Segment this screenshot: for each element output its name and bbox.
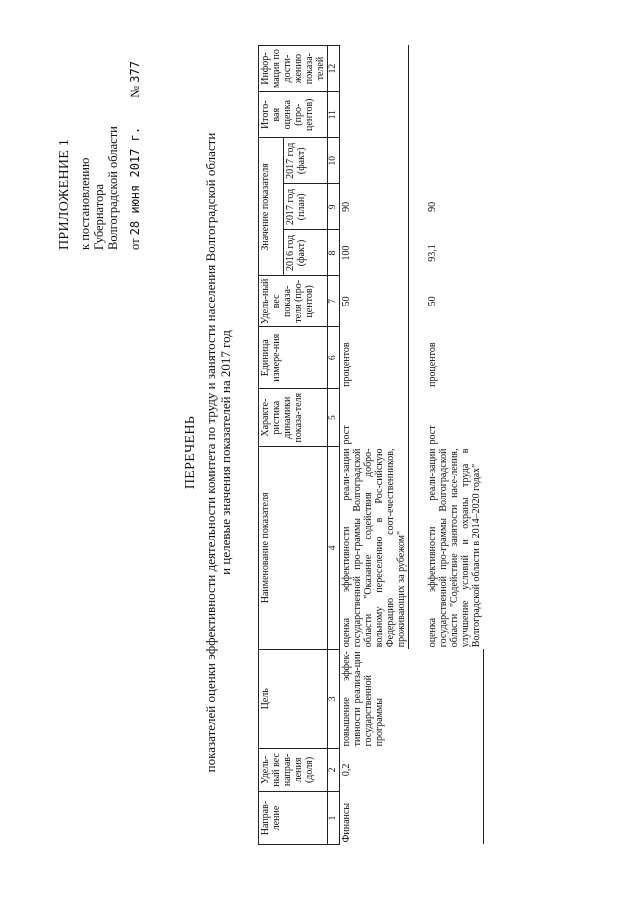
appendix-block <box>58 40 142 250</box>
cell-2017-plan: 90 <box>340 184 409 230</box>
appendix-line-3: Волгоградской области <box>106 126 120 250</box>
column-number: 3 <box>328 649 340 748</box>
column-number: 10 <box>328 138 340 184</box>
column-number: 8 <box>328 230 340 276</box>
cell-dynamics: рост <box>340 389 409 447</box>
date-value: 28 июня 2017 г. <box>128 126 142 236</box>
date-prefix: от <box>128 238 142 250</box>
header-2017-plan: 2017 год (план) <box>283 184 327 230</box>
cell-weight: 50 <box>409 276 484 327</box>
cell-final-score <box>409 92 484 138</box>
header-goal: Цель <box>259 649 328 748</box>
number-label: № <box>128 85 142 98</box>
appendix-line-2: Губернатора <box>92 183 106 250</box>
header-values-group: Значение показателя <box>259 138 284 276</box>
cell-indicator-name: оценка эффективности реали-зации государственной про-граммы Волгоградской области "Содействие занятости насе-ления, улучшение условий и охраны труда в Волгоградской области в 2014–2020 годах" <box>409 446 484 649</box>
column-number: 5 <box>328 389 340 447</box>
cell-2017-plan: 90 <box>409 184 484 230</box>
column-number-row <box>328 46 340 845</box>
column-number: 12 <box>328 46 340 92</box>
header-indicator-name: Наименование показателя <box>259 446 328 649</box>
table-header-row <box>259 46 284 845</box>
cell-2017-fact <box>340 138 409 184</box>
indicators-table <box>258 45 484 845</box>
header-unit: Единица измере-ния <box>259 327 328 389</box>
column-number: 2 <box>328 748 340 791</box>
cell-2016: 100 <box>340 230 409 276</box>
header-dynamics: Характе-ристика динамики показа-теля <box>259 389 328 447</box>
cell-final-score <box>340 92 409 138</box>
header-info: Инфор-мация по дости-жению показа-телей <box>259 46 328 92</box>
document-subtitle-line-1: показателей оценки эффективности деятельности комитета по труду и занятости населения Волгоградской области <box>203 132 218 773</box>
cell-indicator-name: оценка эффективности реали-зации государственной про-граммы Волгоградской области "Оказание содействия добро-вольному переселению в Рос-сийскую Федерацию соот-ечественников, проживающих за рубежом" <box>341 448 407 648</box>
number-value: 377 <box>128 61 142 83</box>
appendix-title: ПРИЛОЖЕНИЕ 1 <box>57 138 72 250</box>
header-weight-indicator: Удель-ный вес показа-теля (про-центов) <box>259 276 328 327</box>
cell-2016: 93,1 <box>409 230 484 276</box>
header-final-score: Итого-вая оценка (про-центов) <box>259 92 328 138</box>
cell-direction: Финансы <box>340 792 484 845</box>
cell-weight: 50 <box>340 276 409 327</box>
cell-unit: процентов <box>409 327 484 389</box>
appendix-dateline <box>128 40 142 250</box>
cell-weight-direction: 0,2 <box>340 748 484 791</box>
column-number: 6 <box>328 327 340 389</box>
column-number: 11 <box>328 92 340 138</box>
cell-info <box>409 46 484 92</box>
cell-unit: процентов <box>340 327 409 389</box>
cell-2017-fact <box>409 138 484 184</box>
column-number: 4 <box>328 446 340 649</box>
column-number: 9 <box>328 184 340 230</box>
cell-dynamics: рост <box>409 389 484 447</box>
header-2016-fact: 2016 год (факт) <box>283 230 327 276</box>
table-row <box>340 46 409 845</box>
cell-info <box>340 46 409 92</box>
column-number: 1 <box>328 792 340 845</box>
column-number: 7 <box>328 276 340 327</box>
header-weight-direction: Удель-ный вес направ-ления (доля) <box>259 748 328 791</box>
header-direction: Направ-ление <box>259 792 328 845</box>
cell-goal: повышение эффек-тивности реализа-ции государственной программы <box>340 649 484 748</box>
header-2017-fact: 2017 год (факт) <box>283 138 327 184</box>
appendix-line-1: к постановлению <box>78 157 92 250</box>
document-subtitle-line-2: и целевые значения показателей на 2017 год <box>218 330 233 575</box>
document-title: ПЕРЕЧЕНЬ <box>183 415 198 490</box>
